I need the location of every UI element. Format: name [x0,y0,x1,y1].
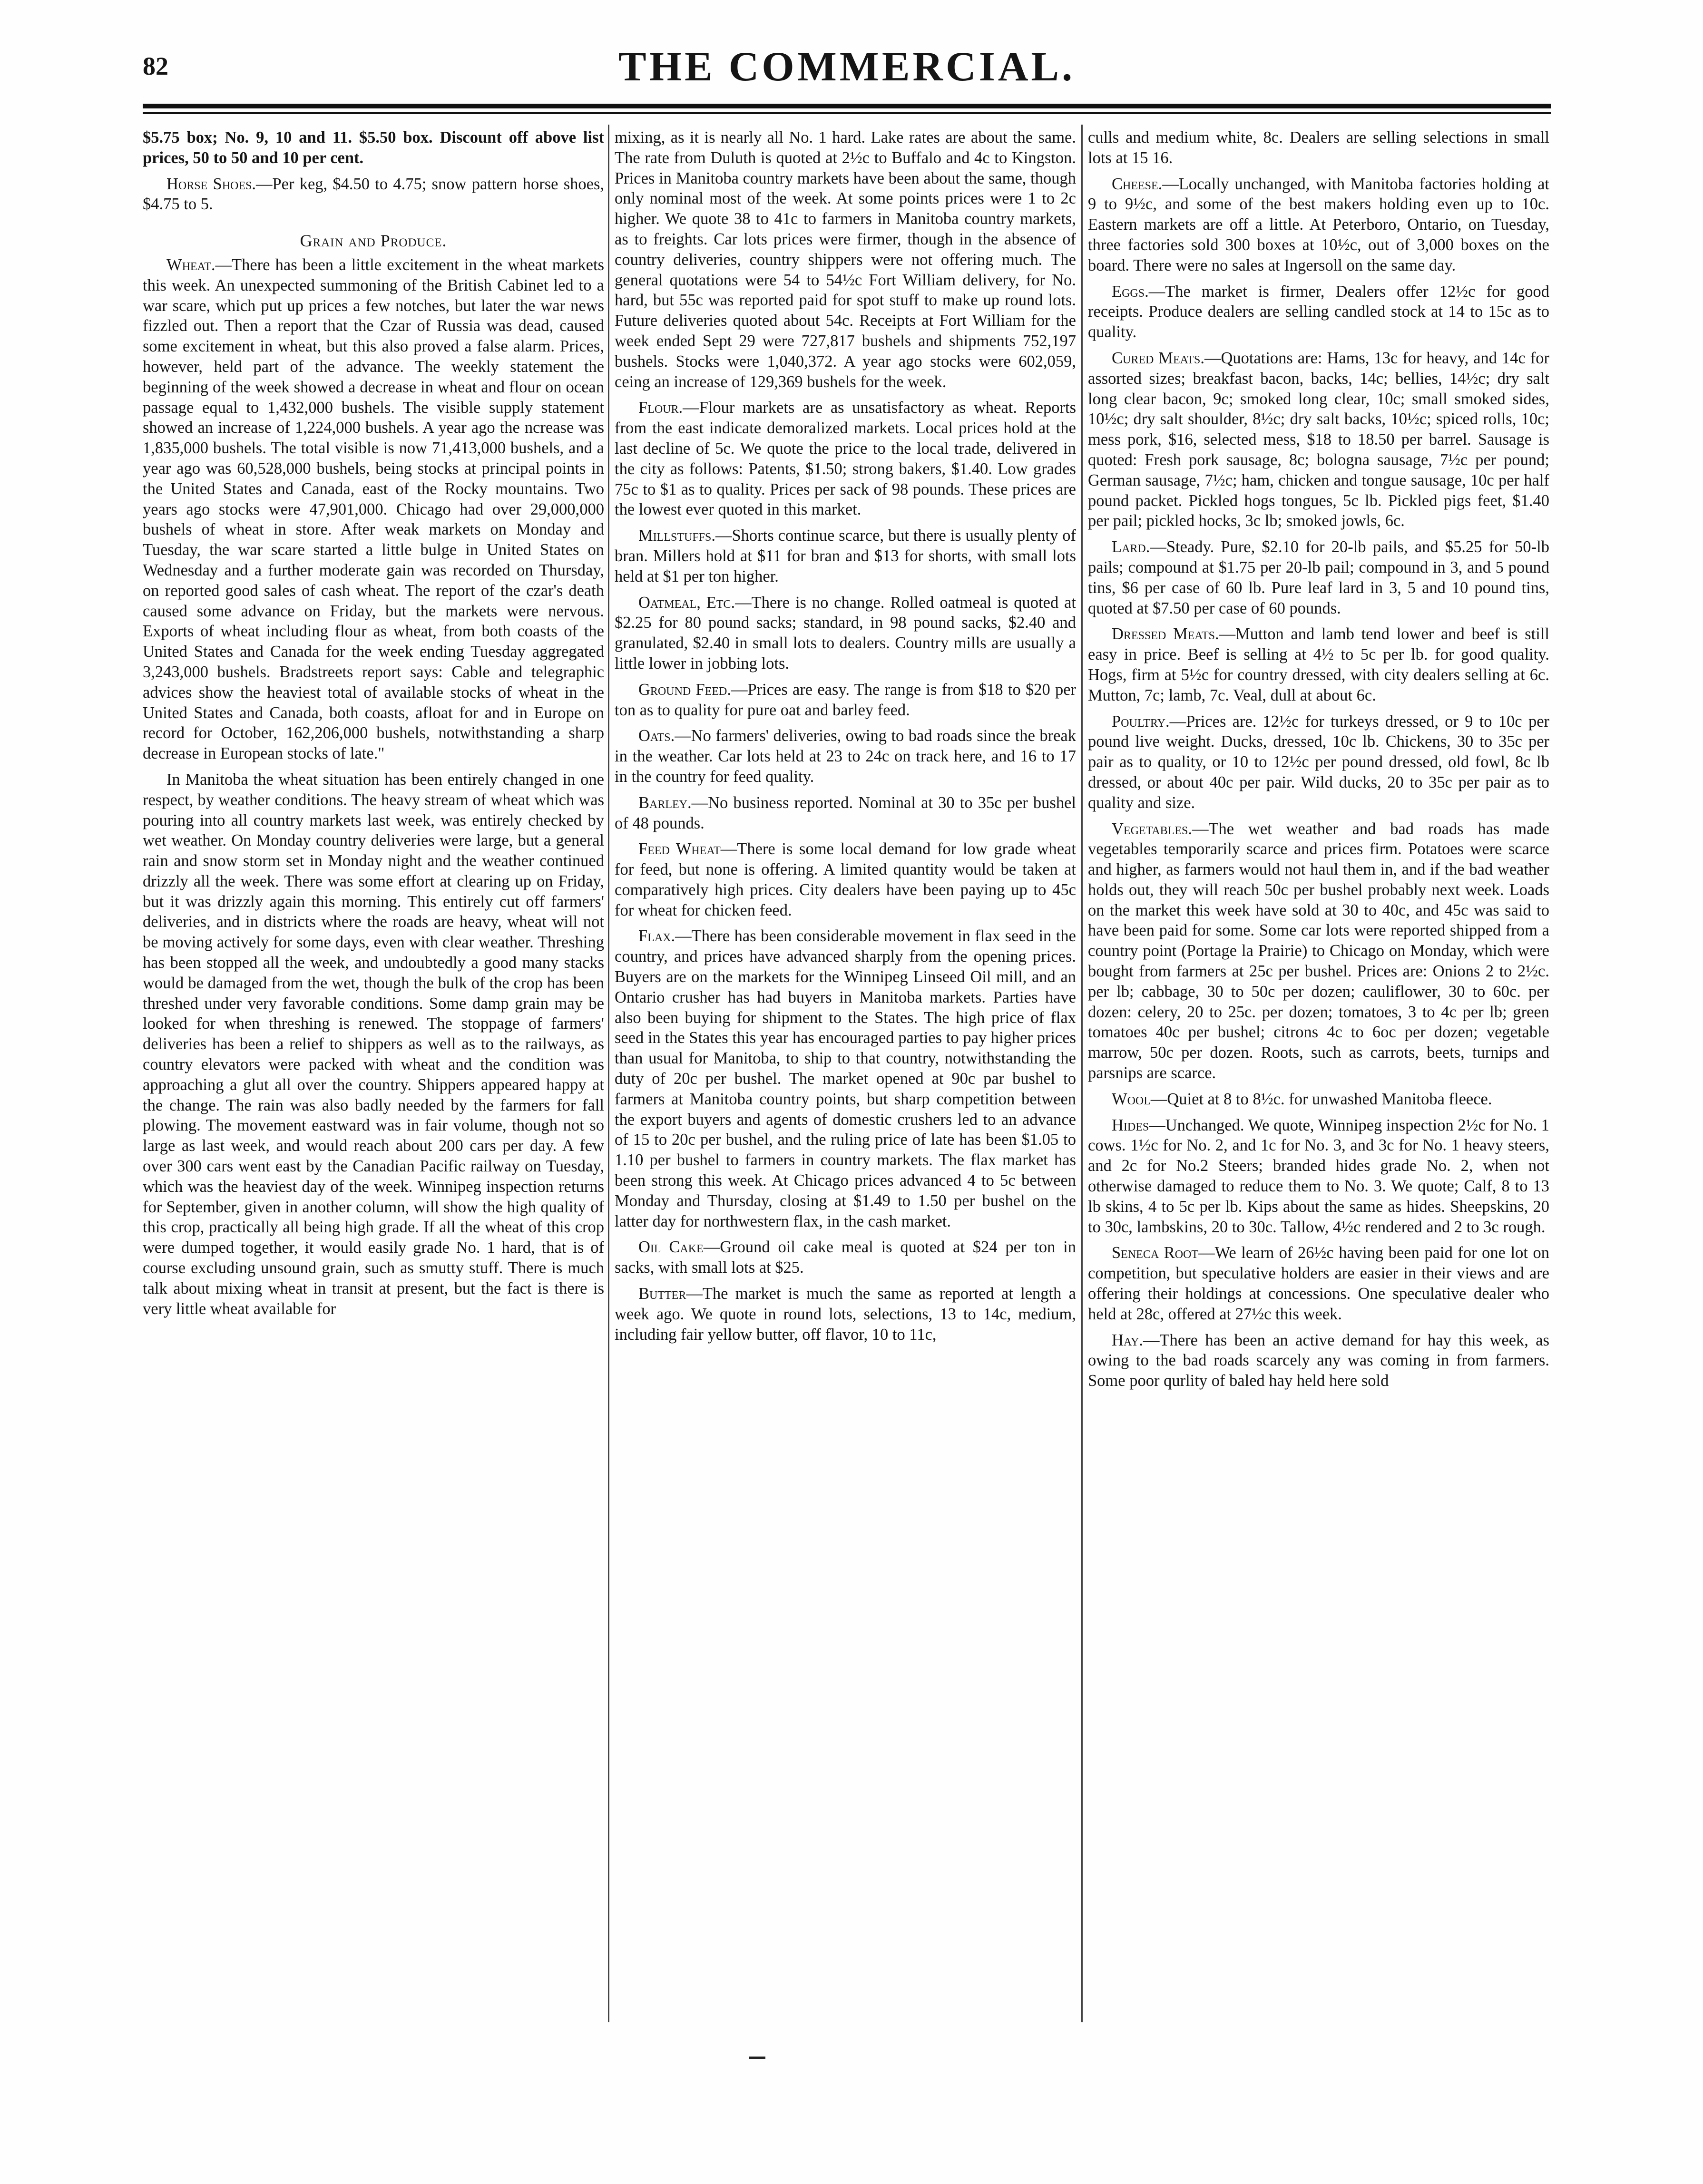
article-paragraph [143,255,604,764]
paragraph-lead: Feed Wheat [638,840,721,858]
article-paragraph [615,1284,1076,1345]
article-paragraph [615,680,1076,721]
column-divider [608,125,609,2022]
paragraph-lead: Eggs. [1112,282,1149,301]
article-paragraph [1088,1089,1549,1110]
article-paragraph [615,926,1076,1231]
paragraph-text: —Shorts continue scarce, but there is usually plenty of bran. Millers hold at $11 for bran and $13 for shorts, with small lots held at $1 per ton higher. [615,526,1076,585]
article-paragraph [1088,127,1549,168]
paragraph-lead: Millstuffs. [638,526,715,545]
paragraph-text: $5.75 box; No. 9, 10 and 11. $5.50 box. Discount off above list prices, 50 to 50 and 10 per cent. [143,128,604,167]
article-paragraph [1088,1115,1549,1238]
paragraph-lead: Flax. [638,927,675,946]
paragraph-text: —Flour markets are as unsatisfactory as wheat. Reports from the east indicate demoralized markets. Local prices hold at the last decline of 5c. We quote the price to the local trade, delivered in the city as follows: Patents, $1.50; strong bakers, $1.40. Low grades 75c to $1 as to quality. Prices per sack of 98 pounds. These prices are the lowest ever quoted in this market. [615,399,1076,519]
paragraph-text: —Unchanged. We quote, Winnipeg inspection 2½c for No. 1 cows. 1½c for No. 2, and 1c for No. 3, and 3c for No. 1 heavy steers, and 2c for No.2 Steers; branded hides grade No. 2, when not otherwise damaged to reduce them to No. 3. We quote; Calf, 8 to 13 lb skins, 4 to 5c per lb. Kips about the same as hides. Sheepskins, 20 to 30c, lambskins, 20 to 30c. Tallow, 4½c rendered and 2 to 3c rough. [1088,1116,1549,1236]
article-paragraph [615,526,1076,586]
article-paragraph [1088,348,1549,531]
article-paragraph [143,770,604,1319]
paragraph-text: —Mutton and lamb tend lower and beef is still easy in price. Beef is selling at 4½ to 5c per lb. for good quality. Hogs, firm at 5½c for country dressed, with city dealers selling at 6c. Mutton, 7c; lamb, 7c. Veal, dull at about 6c. [1088,625,1549,704]
paragraph-lead: Wheat. [166,255,215,274]
article-paragraph [143,127,604,168]
article-paragraph [1088,712,1549,813]
article-paragraph [615,593,1076,674]
article-paragraph [1088,174,1549,276]
paragraph-lead: Poultry. [1112,712,1170,731]
article-paragraph [1088,819,1549,1083]
paragraph-lead: Oil Cake [638,1238,704,1257]
paragraph-text: culls and medium white, 8c. Dealers are selling selections in small lots at 15 16. [1088,128,1549,167]
paragraph-lead: Butter [638,1285,686,1303]
paragraph-lead: Oats. [638,727,675,745]
paragraph-lead: Wool [1112,1090,1151,1108]
paragraph-lead: Ground Feed. [638,680,731,699]
header-rule-thin [143,112,1551,114]
paragraph-text: —The market is firmer, Dealers offer 12½c for good receipts. Produce dealers are selling candled stock at 14 to 15c as to quality. [1088,282,1549,341]
column-1 [143,127,604,2030]
paragraph-text: mixing, as it is nearly all No. 1 hard. Lake rates are about the same. The rate from Duluth is quoted at 2½c to Buffalo and 4c to Kingston. Prices in Manitoba country markets have been about the same, though only nominal most of the week. At some points prices were 1 to 2c higher. We quote 38 to 41c to farmers in Manitoba country markets, as to freights. Car lots prices were firmer, though in the absence of country deliveries, country shippers were not offering much. The general quotations were 54 to 54½c Fort William delivery, for No. hard, but 55c was reported paid for spot stuff to make up round lots. Future deliveries quoted about 54c. Receipts at Fort William for the week ended Sept 29 were 727,817 bushels and shipments 752,197 bushels. Stocks were 1,040,372. A year ago stocks were 602,059, ceing an increase of 129,369 bushels for the week. [615,128,1076,391]
paragraph-lead: Horse Shoes. [166,175,256,193]
article-paragraph [1088,624,1549,705]
paragraph-lead: Hides [1112,1116,1149,1134]
paragraph-text: —No business reported. Nominal at 30 to 35c per bushel of 48 pounds. [615,793,1076,832]
paragraph-text: —We learn of 26½c having been paid for one lot on competition, but speculative holders are easier in their views and are offering their holdings at concessions. One speculative dealer who held at 28c, offered at 27½c this week. [1088,1244,1549,1323]
paragraph-text: —No farmers' deliveries, owing to bad roads since the break in the weather. Car lots held at 23 to 24c on track here, and 16 to 17 in the country for feed quality. [615,727,1076,786]
article-paragraph [615,398,1076,520]
masthead-title: THE COMMERCIAL. [618,44,1076,90]
paragraph-lead: Seneca Root [1112,1244,1199,1262]
paragraph-text: —Prices are easy. The range is from $18 to $20 per ton as to quality for pure oat and barley feed. [615,680,1076,719]
paragraph-lead: Vegetables. [1112,819,1192,838]
header-rule-thick [143,104,1551,108]
paragraph-lead: Flour. [638,399,683,417]
paragraph-lead: Barley. [638,793,692,812]
paragraph-text: In Manitoba the wheat situation has been entirely changed in one respect, by weather conditions. The heavy stream of wheat which was pouring into all country markets last week, was entirely checked by wet weather. On Monday country deliveries were large, but a general rain and snow storm set in Monday night and the weather continued drizzly all the week. There was some effort at clearing up on Friday, but it was drizzly again this morning. This entirely cut off farmers' deliveries, and in districts where the roads are heavy, wheat will not be moving actively for some days, even with clear weather. Threshing has been stopped all the week, and undoubtedly a good many stacks would be damaged from the wet, though the bulk of the crop has been threshed under very favorable conditions. Some damp grain may be looked for when threshing is renewed. The stoppage of farmers' deliveries has been a relief to shippers as well as to the railways, as country elevators were packed with wheat and the condition was approaching a glut all over the country. Shippers appeared happy at the change. The rain was also badly needed by the farmers for fall plowing. The movement eastward was in fair volume, though not so large as last week, and would reach about 200 cars per day. A few over 300 cars went east by the Canadian Pacific railway on Tuesday, which was the heaviest day of the week. Winnipeg inspection returns for September, given in another column, will show the high quality of this crop, practically all being high grade. If all the wheat of this crop were dumped together, it would easily grade No. 1 hard, that is of course excluding unsound grain, such as smutty stuff. There is much talk about mixing wheat in transit at present, but the fact is there is very little wheat available for [143,770,604,1318]
paragraph-lead: Cured Meats. [1112,349,1204,367]
article-paragraph [615,839,1076,920]
article-paragraph [615,726,1076,787]
paragraph-lead: Cheese. [1112,175,1163,193]
paragraph-lead: Dressed Meats. [1112,625,1219,644]
paragraph-text: —The wet weather and bad roads has made vegetables temporarily scarce and prices firm. Potatoes were scarce and higher, as farmers would not haul them in, and if the bad weather holds out, they will reach 50c per bushel probably next week. Loads on the market this week have sold at 30 to 40c, and 45c was said to have been paid for some. Some car lots were reported shipped from a country point (Portage la Prairie) to Chicago on Monday, which were bought from farmers at 25c per bushel. Prices are: Onions 2 to 2½c. per lb; cabbage, 30 to 50c per dozen; cauliflower, 30 to 60c. per dozen: celery, 20 to 25c. per dozen; tomatoes, 3 to 4c per lb; green tomatoes 40c per bushel; citrons 4c to 6oc per dozen; vegetable marrow, 50c per dozen. Roots, such as carrots, beets, turnips and parsnips are scarce. [1088,819,1549,1082]
paragraph-lead: Oatmeal, Etc. [638,593,735,612]
paragraph-lead: Lard. [1112,538,1150,556]
article-paragraph [1088,282,1549,342]
paragraph-lead: Hay. [1112,1331,1144,1349]
paragraph-text: —Prices are. 12½c for turkeys dressed, or 9 to 10c per pound live weight. Ducks, dressed, 10c lb. Chickens, 30 to 35c per pair as to quality, or 10 to 12½c per pound dressed, old fowl, 8c lb dressed, or about 40c per pair. Wild ducks, 20 to 35c per pair as to quality and size. [1088,712,1549,812]
paragraph-text: —The market is much the same as reported at length a week ago. We quote in round lots, selections, 13 to 14c, medium, including fair yellow butter, off flavor, 10 to 11c, [615,1285,1076,1344]
footer-mark [749,2057,765,2059]
article-paragraph [1088,1243,1549,1324]
paragraph-text: —There has been a little excitement in the wheat markets this week. An unexpected summoning of the British Cabinet led to a war scare, which put up prices a few notches, but later the war news fizzled out. Then a report that the Czar of Russia was dead, caused some excitement in wheat, but this also proved a false alarm. Prices, however, held part of the advance. The weekly statement the beginning of the week showed a decrease in wheat and flour on ocean passage equal to 1,432,000 bushels. The visible supply statement showed an increase of 1,224,000 bushels. A year ago the ncrease was 1,835,000 bushels. The total visible is now 71,413,000 bushels, and a year ago was 60,528,000 bushels, being stocks at principal points in the United States and Canada, east of the Rocky mountains. Two years ago stocks were 47,901,000. Chicago had over 29,000,000 bushels of wheat in store. After weak markets on Monday and Tuesday, the war scare started a little bulge in United States on Wednesday and a further moderate gain was recorded on Thursday, on reported good sales of cash wheat. The report of the czar's death caused some advance on Friday, but the markets were nervous. Exports of wheat including flour as wheat, from both coasts of the United States and Canada for the week ending Tuesday aggregated 3,243,000 bushels. Bradstreets report says: Cable and telegraphic advices show the heaviest total of available stocks of wheat in the United States and Canada, both coasts, afloat for and in Europe on record for October, 162,206,000 bushels, notwithstanding a sharp decrease in European stocks of late." [143,255,604,763]
page-number: 82 [143,52,168,80]
section-heading: Grain and Produce. [300,231,447,251]
paragraph-text: —There has been an active demand for hay this week, as owing to the bad roads scarcely any was coming in from farmers. Some poor qurlity of baled hay held here sold [1088,1331,1549,1390]
paragraph-text: —There is some local demand for low grade wheat for feed, but none is offering. A limited quantity would be taken at comparatively high prices. City dealers have been paying up to 45c for wheat for chicken feed. [615,840,1076,919]
paragraph-text: —Quotations are: Hams, 13c for heavy, and 14c for assorted sizes; breakfast bacon, backs, 14c; bellies, 14½c; dry salt long clear bacon, 9c; smoked long clear, 10c; small smoked sides, 10½c; dry salt shoulder, 8½c; dry salt backs, 10½c; spiced rolls, 10c; mess pork, $16, selected mess, $18 to 18.50 per barrel. Sausage is quoted: Fresh pork sausage, 8c; bologna sausage, 7½c per pound; German sausage, 7½c; ham, chicken and tongue sausage, 10c per half pound packet. Pickled hogs tongues, 5c lb. Pickled pigs feet, $1.40 per pail; pickled hocks, 3c lb; smoked jowls, 6c. [1088,349,1549,530]
column-divider [1081,125,1083,2022]
paragraph-text: —There is no change. Rolled oatmeal is quoted at $2.25 for 80 pound sacks; standard, in 98 pound sacks, $2.40 and granulated, $2.40 in small lots to dealers. Country mills are usually a little lower in jobbing lots. [615,593,1076,673]
article-paragraph [615,1237,1076,1278]
paragraph-text: —Quiet at 8 to 8½c. for unwashed Manitoba fleece. [1150,1090,1492,1108]
column-2 [615,127,1076,2030]
paragraph-text: —Per keg, $4.50 to 4.75; snow pattern horse shoes, $4.75 to 5. [143,175,604,214]
article-paragraph [1088,537,1549,618]
paragraph-text: —Ground oil cake meal is quoted at $24 per ton in sacks, with small lots at $25. [615,1238,1076,1277]
paragraph-text: —There has been considerable movement in flax seed in the country, and prices have advanced sharply from the opening prices. Buyers are on the markets for the Winnipeg Linseed Oil mill, and an Ontario crusher has had buyers in Manitoba markets. Parties have also been buying for shipment to the States. The high price of flax seed in the States this year has encouraged parties to pay higher prices than usual for Manitoba, to ship to that country, notwithstanding the duty of 20c per bushel. The market opened at 90c par bushel to farmers at Manitoba country points, but sharp competition between the export buyers and agents of domestic crushers led to an advance of 15 to 20c per bushel, and the ruling price of late has been $1.05 to 1.10 per bushel to farmers in country markets. The flax market has been strong this week. At Chicago prices advanced 4 to 5c between Monday and Thursday, closing at $1.49 to 1.50 per bushel on the latter day for northwestern flax, in the cash market. [615,927,1076,1230]
article-paragraph [615,793,1076,834]
article-paragraph [1088,1330,1549,1391]
column-3 [1088,127,1549,2030]
article-paragraph [143,174,604,215]
paragraph-text: —Steady. Pure, $2.10 for 20-lb pails, and $5.25 for 50-lb pails; compound at $1.75 per 20-lb pail; compound in 3, and 5 pound tins, $6 per case of 60 lb. Pure leaf lard in 3, 5 and 10 pound tins, quoted at $7.50 per case of 60 pounds. [1088,538,1549,617]
paragraph-text: —Locally unchanged, with Manitoba factories holding at 9 to 9½c, and some of the best makers holding even up to 10c. Eastern markets are off a little. At Peterboro, Ontario, on Tuesday, three factories sold 300 boxes at 10½c, out of 3,000 boxes on the board. There were no sales at Ingersoll on the same day. [1088,175,1549,274]
article-paragraph [615,127,1076,392]
page-header [143,33,1551,105]
